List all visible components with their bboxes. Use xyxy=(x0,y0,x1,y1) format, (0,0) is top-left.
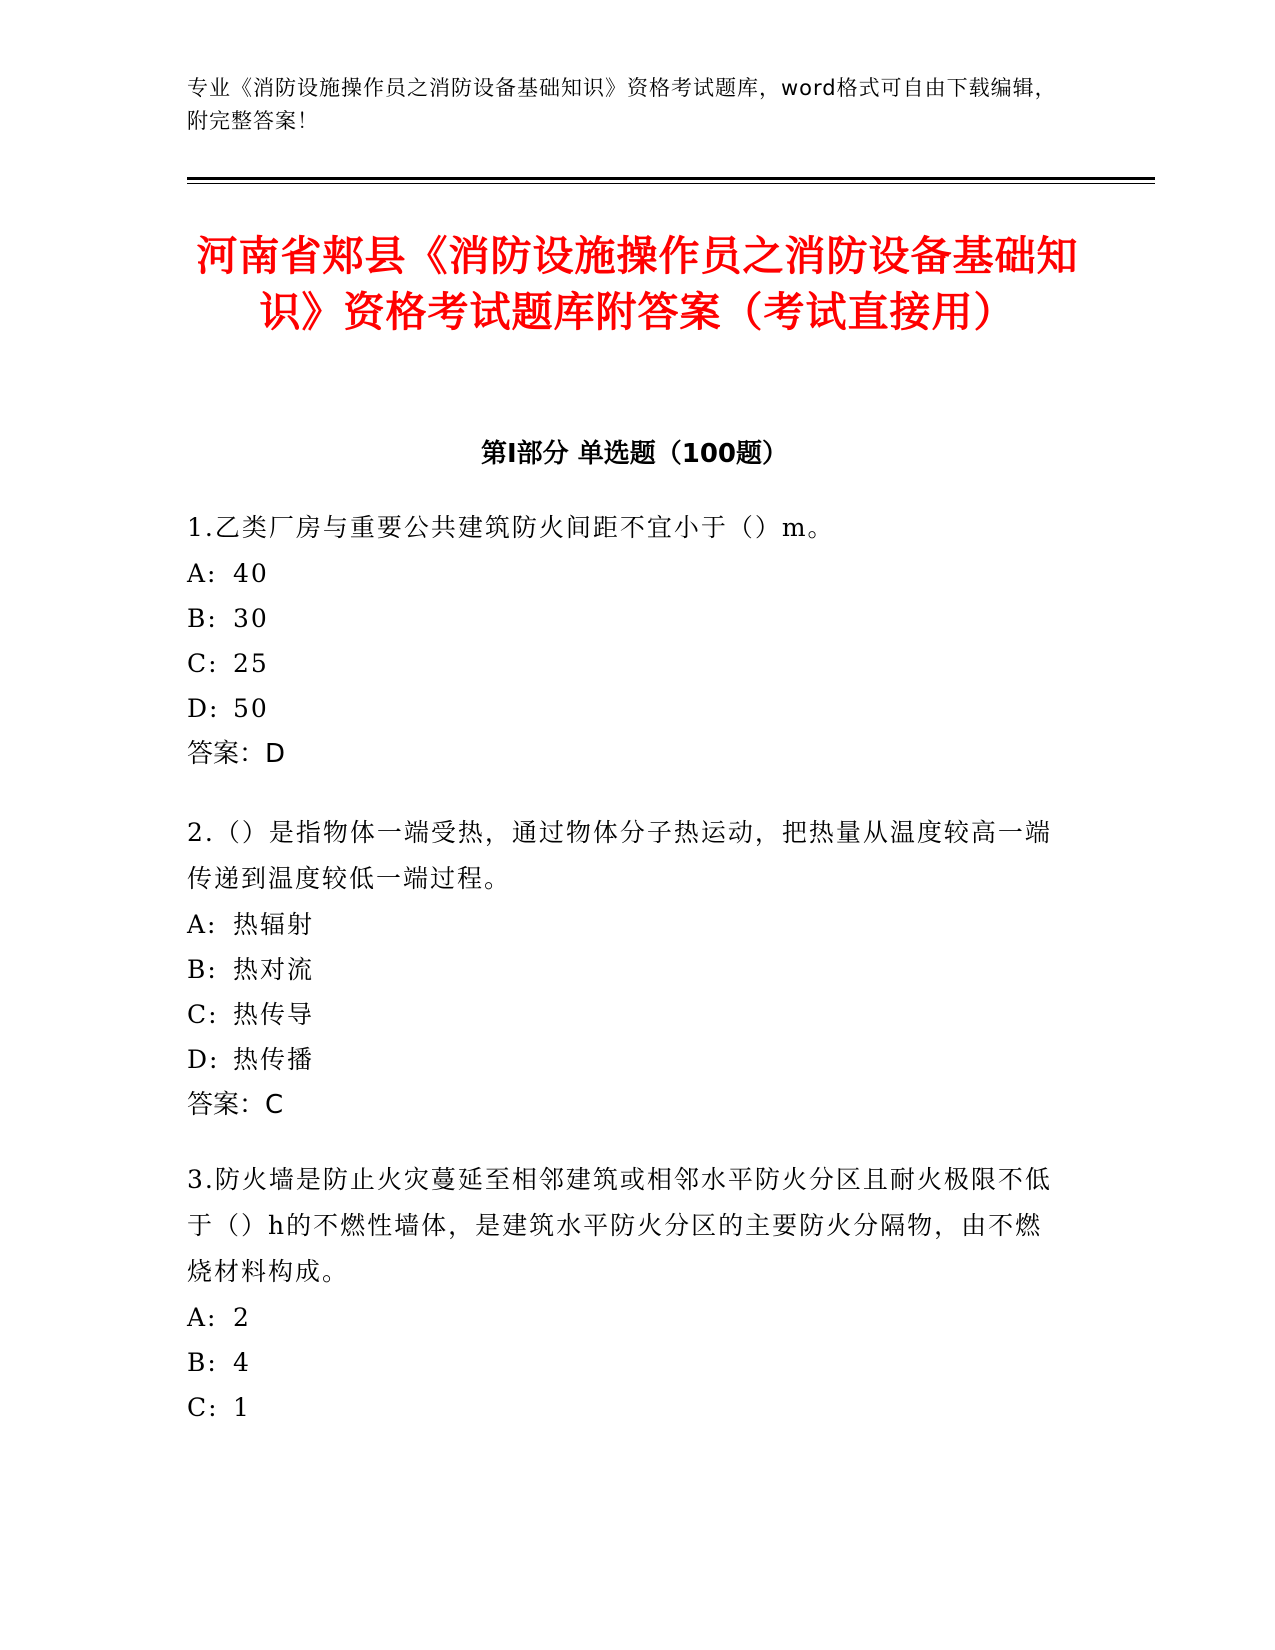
option-label: D: xyxy=(187,694,220,723)
option-d xyxy=(187,686,1067,731)
question-3 xyxy=(187,1157,1067,1430)
option-value: 热对流 xyxy=(233,955,315,984)
option-value: 热辐射 xyxy=(233,910,315,939)
answer: 答案：C xyxy=(187,1090,284,1120)
option-value: 2 xyxy=(233,1303,251,1332)
option-c xyxy=(187,641,1067,686)
option-a xyxy=(187,551,1067,596)
option-label: B: xyxy=(187,604,218,633)
option-d xyxy=(187,1037,1067,1082)
option-value: 热传导 xyxy=(233,1000,315,1029)
option-c xyxy=(187,1385,1067,1430)
option-label: C: xyxy=(187,649,219,678)
option-label: D: xyxy=(187,1045,220,1074)
option-value: 1 xyxy=(233,1393,251,1422)
option-a xyxy=(187,1295,1067,1340)
question-1 xyxy=(187,505,1067,777)
option-value: 50 xyxy=(233,694,269,723)
question-2 xyxy=(187,810,1067,1128)
option-value: 热传播 xyxy=(233,1045,315,1074)
section-heading: 第Ⅰ部分 单选题（100题） xyxy=(481,439,788,469)
option-value: 30 xyxy=(233,604,269,633)
option-value: 40 xyxy=(233,559,269,588)
header-rule-thin xyxy=(187,183,1155,184)
option-label: A: xyxy=(187,559,218,588)
option-label: A: xyxy=(187,1303,218,1332)
answer: 答案：D xyxy=(187,739,286,769)
option-label: B: xyxy=(187,955,218,984)
option-a xyxy=(187,902,1067,947)
option-value: 4 xyxy=(233,1348,251,1377)
option-value: 25 xyxy=(233,649,269,678)
document-title: 河南省郏县《消防设施操作员之消防设备基础知识》资格考试题库附答案（考试直接用） xyxy=(196,232,1079,336)
question-text: 1.乙类厂房与重要公共建筑防火间距不宜小于（）m。 xyxy=(187,513,835,542)
option-label: C: xyxy=(187,1000,219,1029)
question-text: 3.防火墙是防止火灾蔓延至相邻建筑或相邻水平防火分区且耐火极限不低于（）h的不燃性墙体，是建筑水平防火分区的主要防火分隔物，由不燃烧材料构成。 xyxy=(187,1165,1052,1286)
option-b xyxy=(187,1340,1067,1385)
header-rule-thick xyxy=(187,177,1155,180)
option-label: C: xyxy=(187,1393,219,1422)
option-label: A: xyxy=(187,910,218,939)
header-note: 专业《消防设施操作员之消防设备基础知识》资格考试题库，word格式可自由下载编辑，附完整答案！ xyxy=(187,76,1057,133)
option-label: B: xyxy=(187,1348,218,1377)
option-b xyxy=(187,947,1067,992)
option-b xyxy=(187,596,1067,641)
question-text: 2.（）是指物体一端受热，通过物体分子热运动，把热量从温度较高一端传递到温度较低一端过程。 xyxy=(187,818,1052,893)
option-c xyxy=(187,992,1067,1037)
